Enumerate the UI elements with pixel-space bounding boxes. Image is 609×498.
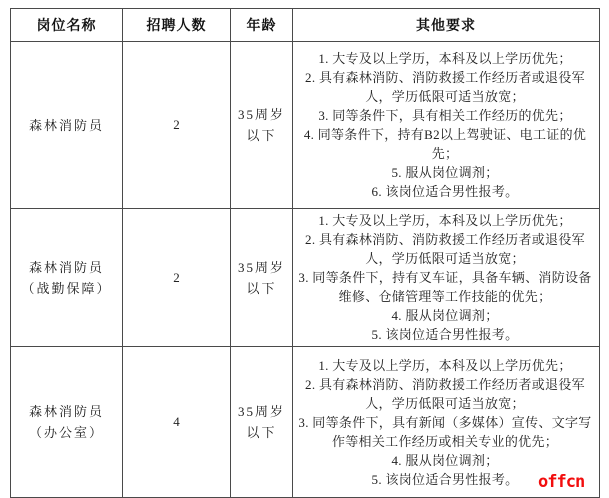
requirement-item: 2. 具有森林消防、消防救援工作经历者或退役军人，学历低限可适当放宽； [305, 232, 585, 266]
requirement-item: 1. 大专及以上学历，本科及以上学历优先； [318, 357, 572, 373]
header-row [11, 9, 600, 42]
requirement-item: 1. 大专及以上学历，本科及以上学历优先； [318, 213, 572, 228]
age-line: 35周岁 [237, 404, 285, 419]
position-cell [11, 347, 123, 498]
recruit-count-cell: 4 [123, 347, 231, 498]
recruitment-table [10, 8, 600, 498]
table-row [11, 42, 600, 209]
age-line: 35周岁 [237, 107, 285, 122]
offcn-watermark: offcn [538, 472, 585, 492]
requirement-item: 3. 同等条件下，持有叉车证，具备车辆、消防设备维修、仓储管理等工作技能的优先； [298, 270, 592, 304]
requirement-item: 5. 该岗位适合男性报考。 [371, 471, 519, 487]
requirement-item: 5. 该岗位适合男性报考。 [371, 327, 519, 342]
header-other-requirements: 其他要求 [293, 9, 600, 42]
age-line: 以下 [246, 128, 277, 143]
recruit-count-cell: 2 [123, 42, 231, 209]
age-line: 以下 [246, 280, 277, 296]
age-cell [231, 42, 293, 209]
header-age: 年龄 [231, 9, 293, 42]
position-name: 森林消防员 [28, 259, 104, 275]
header-recruit-count: 招聘人数 [123, 9, 231, 42]
header-position: 岗位名称 [11, 9, 123, 42]
requirement-item: 4. 服从岗位调剂； [391, 308, 499, 323]
requirement-item: 4. 同等条件下，持有B2以上驾驶证、电工证的优先； [303, 127, 587, 161]
age-cell [231, 347, 293, 498]
requirement-item: 6. 该岗位适合男性报考。 [371, 184, 519, 199]
position-name: 森林消防员 [28, 117, 104, 133]
requirement-item: 3. 同等条件下，具有相关工作经历的优先； [318, 108, 572, 123]
requirement-item: 5. 服从岗位调剂； [391, 165, 499, 180]
requirement-item: 2. 具有森林消防、消防救援工作经历者或退役军人，学历低限可适当放宽； [305, 70, 585, 104]
position-cell [11, 209, 123, 347]
requirement-item: 3. 同等条件下，具有新闻（多媒体）宣传、文字写作等相关工作经历或相关专业的优先； [298, 414, 592, 449]
position-name-subtitle: （办公室） [28, 425, 104, 440]
requirements-cell [293, 42, 600, 209]
table-row [11, 209, 600, 347]
requirement-item: 1. 大专及以上学历，本科及以上学历优先； [318, 51, 572, 66]
position-name-subtitle: （战勤保障） [21, 280, 112, 296]
requirement-item: 4. 服从岗位调剂； [391, 452, 499, 468]
age-line: 35周岁 [237, 259, 285, 275]
requirements-cell [293, 209, 600, 347]
table-row [11, 347, 600, 498]
age-cell [231, 209, 293, 347]
position-name: 森林消防员 [28, 404, 104, 419]
requirement-item: 2. 具有森林消防、消防救援工作经历者或退役军人，学历低限可适当放宽； [305, 376, 585, 411]
recruit-count-cell: 2 [123, 209, 231, 347]
age-line: 以下 [246, 425, 277, 440]
position-cell [11, 42, 123, 209]
